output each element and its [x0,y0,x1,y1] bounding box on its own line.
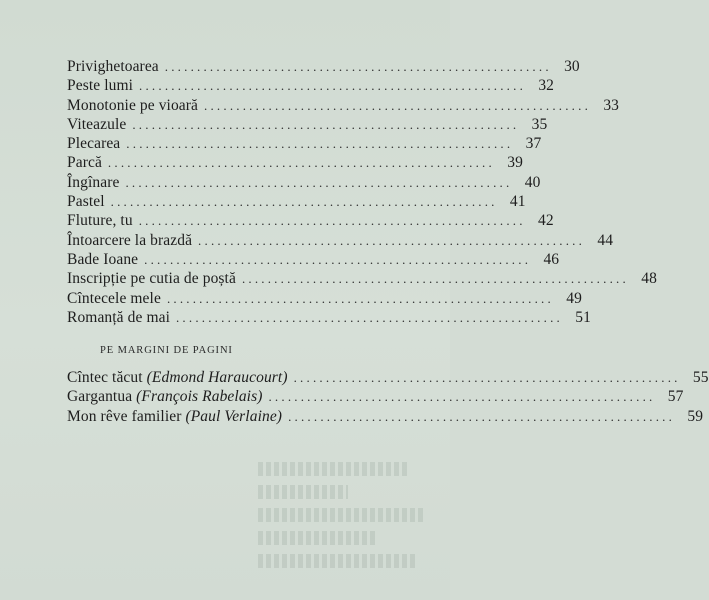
toc-entry-author: (Paul Verlaine) [185,407,283,425]
toc-entry-title: Cîntecele mele [67,289,161,307]
toc-entry-title: Viteazule [67,115,127,133]
toc-entry-title: Privighetoarea [67,58,159,75]
toc-entry-title-text: Mon rêve familier [67,407,186,425]
bleed-line [258,554,418,568]
toc-entry [67,96,620,115]
toc-entry-title: Peste lumi [67,77,134,95]
toc-entry [67,76,555,95]
toc-entry-page: 49 [566,289,582,307]
toc-entry [67,153,523,172]
toc-entry [67,134,542,153]
dot-leader: ............................................................ [125,174,513,190]
toc-entry-title: Bade Ioane [67,250,139,268]
toc-entry-title [67,368,288,387]
dot-leader: ............................................................ [293,370,681,385]
toc-entry [67,289,582,308]
toc-entry-page: 51 [575,308,591,326]
dot-leader: ............................................................ [139,78,527,94]
toc-entry-page: 55 [692,369,709,386]
toc-entry-page: 35 [531,115,548,133]
toc-entry-author: (Edmond Haraucourt) [146,369,288,386]
toc-entry-page: 40 [524,173,541,191]
toc-entry-page: 41 [509,193,526,211]
dot-leader: ............................................................ [144,251,532,267]
dot-leader: ............................................................ [241,271,629,287]
toc-entry [67,115,548,134]
toc-entry-page: 57 [667,388,684,406]
dot-leader: ............................................................ [126,136,514,152]
table-of-contents [67,57,657,327]
toc-entry-title: Inscripție pe cutia de poștă [67,270,236,288]
toc-entry [67,211,554,230]
toc-entry [67,387,684,406]
toc-entry-page: 37 [525,135,542,153]
bleed-line [258,485,348,499]
dot-leader: ............................................................ [107,155,495,171]
toc-entry-page: 39 [507,154,523,172]
toc-entry-title: Întoarcere la brazdă [67,231,193,249]
toc-entry-page: 30 [564,58,580,75]
dot-leader: ............................................................ [204,97,592,113]
toc-entry [67,173,541,192]
toc-entry-title-text: Gargantua [67,388,137,406]
toc-entry-author: (François Rabelais) [136,388,263,406]
toc-entry-title: Fluture, tu [67,212,133,230]
dot-leader: ............................................................ [110,194,498,210]
dot-leader: ............................................................ [175,309,563,325]
toc-entry-title: Romanță de mai [67,308,170,326]
dot-leader: ............................................................ [288,408,676,424]
dot-leader: ............................................................ [268,389,656,405]
toc-entry-title-text: Cîntec tăcut [67,369,147,386]
dot-leader: ............................................................ [198,232,586,248]
translations-contents [67,368,709,426]
toc-entry-page: 59 [687,407,704,425]
toc-entry-page: 42 [537,212,554,230]
toc-entry-title: Parcă [67,154,102,172]
toc-entry-page: 44 [597,231,614,249]
toc-entry-title: Plecarea [67,135,121,153]
toc-entry [67,407,704,426]
toc-entry [67,250,560,269]
toc-entry-page: 48 [641,270,657,288]
toc-entry-title: Monotonie pe vioară [67,96,199,114]
toc-entry-title [67,407,282,426]
toc-entry [67,192,526,211]
toc-entry [67,368,709,387]
section-heading: PE MARGINI DE PAGINI [100,345,233,356]
toc-entry [67,57,580,76]
toc-entry [67,231,614,250]
dot-leader: ............................................................ [164,59,552,74]
toc-entry-title: Îngînare [67,173,120,191]
toc-entry-page: 32 [538,77,555,95]
dot-leader: ............................................................ [132,116,520,132]
bleed-line [258,462,408,476]
toc-entry-page: 33 [603,96,620,114]
bleed-line [258,508,423,522]
dot-leader: ............................................................ [166,290,554,306]
dot-leader: ............................................................ [138,213,526,229]
toc-entry-title: Pastel [67,193,105,211]
toc-entry [67,269,657,288]
toc-entry-page: 46 [543,250,560,268]
toc-entry [67,308,591,327]
bleed-through-text [258,462,433,592]
bleed-line [258,531,378,545]
toc-entry-title [67,387,262,406]
